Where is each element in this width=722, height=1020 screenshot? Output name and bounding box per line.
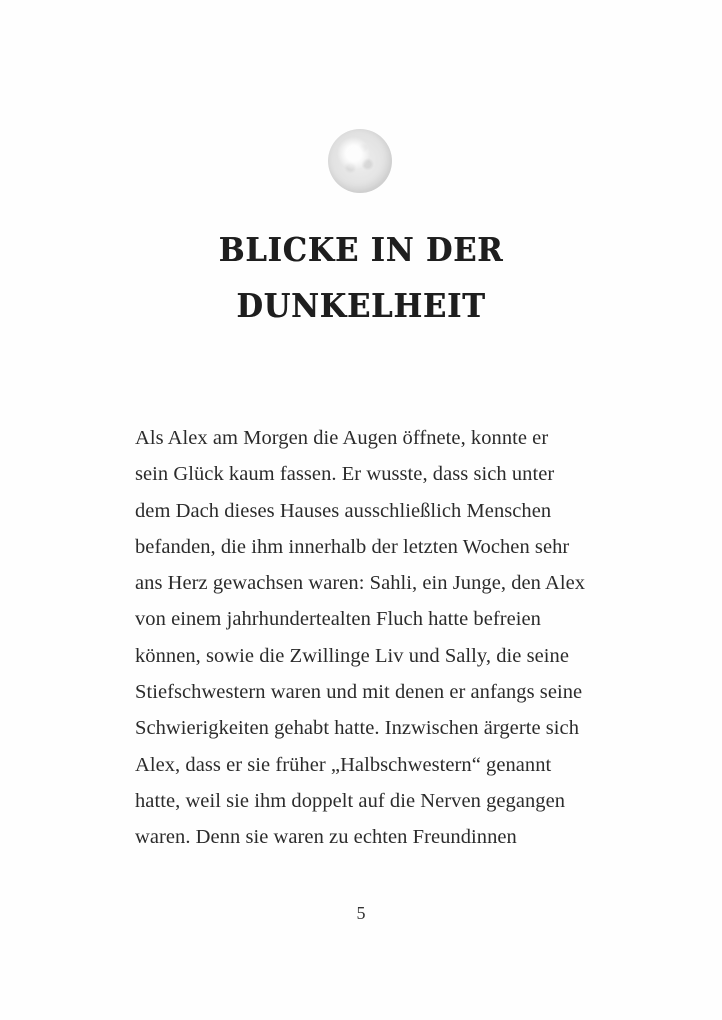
body-paragraph [135, 420, 615, 856]
text-line: ans Herz gewachsen waren: Sahli, ein Junge, den Alex [135, 572, 586, 595]
chapter-title [29, 222, 693, 334]
text-line: dem Dach dieses Hauses ausschließlich Menschen [135, 499, 552, 522]
text-line: können, sowie die Zwillinge Liv und Sally, die seine [135, 644, 569, 667]
chapter-title-line-2: DUNKELHEIT [236, 286, 486, 325]
text-line: Alex, dass er sie früher „Halbschwestern“ genannt [135, 753, 552, 776]
text-line: sein Glück kaum fassen. Er wusste, dass sich unter [135, 463, 555, 486]
text-line: Stiefschwestern waren und mit denen er anfangs seine [135, 681, 583, 704]
moon-icon [328, 129, 392, 193]
text-line: befanden, die ihm innerhalb der letzten Wochen sehr [135, 535, 570, 558]
text-line: Schwierigkeiten gehabt hatte. Inzwischen ärgerte sich [135, 717, 579, 740]
text-line: Als Alex am Morgen die Augen öffnete, konnte er [135, 427, 549, 449]
chapter-title-line-1: BLICKE IN DER [218, 230, 504, 269]
text-line: waren. Denn sie waren zu echten Freundinnen [135, 826, 517, 849]
text-line: hatte, weil sie ihm doppelt auf die Nerven gegangen [135, 789, 566, 812]
page-number: 5 [356, 903, 366, 923]
text-line: von einem jahrhundertealten Fluch hatte befreien [135, 608, 541, 631]
